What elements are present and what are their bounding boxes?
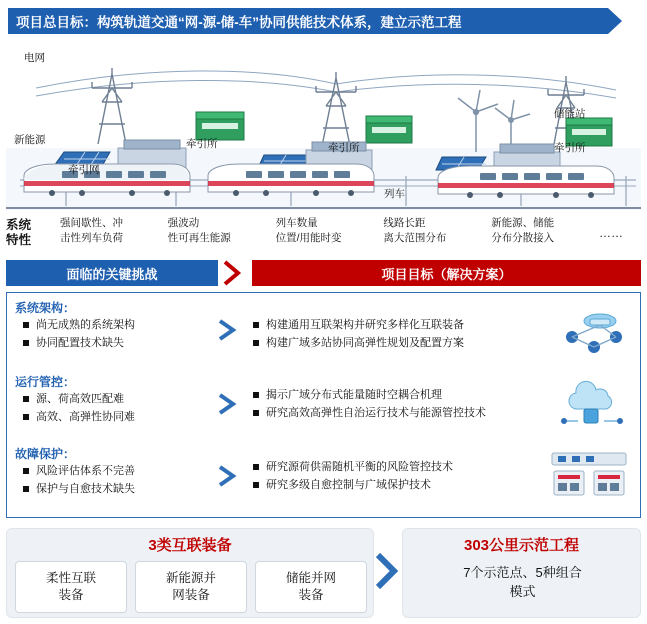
solution-item: 研究多级自愈控制与广域保护技术 bbox=[253, 477, 543, 493]
section-heading-protection: 故障保护： bbox=[15, 447, 76, 461]
system-characteristics-label bbox=[6, 218, 58, 248]
section-arrow-icon bbox=[217, 319, 243, 341]
label-new-energy: 新能源 bbox=[14, 134, 46, 146]
challenge-item: 保护与自愈技术缺失 bbox=[23, 481, 213, 497]
characteristic-item bbox=[168, 216, 276, 252]
page-title bbox=[8, 8, 608, 34]
section-challenges-architecture bbox=[23, 315, 213, 353]
challenges-bar: 面临的关键挑战 bbox=[6, 260, 218, 286]
characteristic-item bbox=[383, 216, 491, 252]
storage-unit-2 bbox=[366, 116, 412, 143]
characteristic-line2: 离大范围分布 bbox=[383, 232, 447, 244]
solution-item: 构建广域多站协同高弹性规划及配置方案 bbox=[253, 335, 543, 351]
equipment-chip-line2: 装备 bbox=[298, 588, 324, 602]
interconnect-equipment-chips bbox=[15, 561, 367, 613]
demonstration-project-box bbox=[402, 528, 641, 618]
system-schematic bbox=[6, 40, 641, 210]
challenge-item: 高效、高弹性协同难 bbox=[23, 409, 213, 425]
label-traction-substation-2: 牵引所 bbox=[328, 142, 360, 154]
challenge-item: 尚无成熟的系统架构 bbox=[23, 317, 213, 333]
demonstration-project-heading: 303公里示范工程 bbox=[463, 537, 580, 554]
characteristic-line1: 强波动 bbox=[167, 217, 200, 229]
characteristic-line1: 强间歇性、冲 bbox=[60, 217, 123, 229]
solution-item: 研究高效高弹性自治运行技术与能源管控技术 bbox=[253, 405, 543, 421]
train-3 bbox=[436, 164, 616, 198]
content-panel bbox=[6, 292, 641, 518]
interconnect-equipment-box bbox=[6, 528, 374, 618]
equipment-chip-line1: 柔性互联 bbox=[45, 571, 96, 585]
challenge-item: 源、荷高效匹配难 bbox=[23, 391, 213, 407]
cloud-control-icon bbox=[554, 377, 632, 429]
section-solutions-protection bbox=[253, 457, 543, 495]
characteristic-ellipsis: …… bbox=[598, 226, 623, 240]
title-arrow-tail bbox=[608, 8, 622, 34]
characteristic-item bbox=[491, 216, 599, 252]
section-solutions-operation bbox=[253, 385, 543, 423]
characteristic-line2: 位置/用能时变 bbox=[275, 232, 342, 244]
protection-device-icon bbox=[546, 449, 632, 499]
section-solutions-architecture bbox=[253, 315, 543, 353]
label-traction-network: 牵引网 bbox=[68, 164, 100, 176]
section-challenges-operation bbox=[23, 389, 213, 427]
bottom-arrow-icon bbox=[374, 552, 402, 590]
characteristic-item bbox=[276, 216, 384, 252]
goals-bar: 项目目标（解决方案） bbox=[252, 260, 641, 286]
demonstration-project-body bbox=[413, 563, 632, 601]
equipment-chip[interactable] bbox=[15, 561, 127, 613]
bar-arrow-icon bbox=[222, 260, 248, 286]
label-energy-storage-station: 储能站 bbox=[554, 108, 586, 120]
characteristic-line2: 性可再生能源 bbox=[167, 232, 231, 244]
label-traction-substation-3: 牵引所 bbox=[554, 142, 586, 154]
label-grid: 电网 bbox=[24, 52, 45, 64]
interconnect-equipment-heading: 3类互联装备 bbox=[148, 537, 232, 554]
section-heading-architecture: 系统架构： bbox=[15, 301, 76, 315]
equipment-chip-line1: 储能并网 bbox=[285, 571, 336, 585]
equipment-chip[interactable] bbox=[135, 561, 247, 613]
system-characteristics-row bbox=[60, 216, 641, 252]
challenge-item: 协同配置技术缺失 bbox=[23, 335, 213, 351]
challenge-item: 风险评估体系不完善 bbox=[23, 463, 213, 479]
solution-item: 构建通用互联架构并研究多样化互联装备 bbox=[253, 317, 543, 333]
demonstration-project-line2: 模式 bbox=[509, 584, 536, 599]
characteristic-line1: 新能源、储能 bbox=[491, 217, 555, 229]
page-title-text: 项目总目标：构筑轨道交通“网-源-储-车”协同供能技术体系，建立示范工程 bbox=[16, 15, 462, 30]
solution-item: 研究源荷供需随机平衡的风险管控技术 bbox=[253, 459, 543, 475]
equipment-chip-line2: 装备 bbox=[58, 588, 84, 602]
train-2 bbox=[206, 162, 376, 196]
equipment-chip[interactable] bbox=[255, 561, 367, 613]
train-1 bbox=[22, 162, 192, 196]
equipment-chip-line1: 新能源并 bbox=[165, 571, 216, 585]
equipment-chip-line2: 网装备 bbox=[172, 588, 210, 602]
label-train: 列车 bbox=[384, 188, 405, 200]
system-characteristics-label-line2: 特性 bbox=[6, 233, 32, 247]
system-characteristics-label-line1: 系统 bbox=[6, 218, 32, 232]
network-topology-icon bbox=[554, 307, 632, 355]
characteristic-item bbox=[60, 216, 168, 252]
section-arrow-icon bbox=[217, 393, 243, 415]
characteristic-line2: 击性列车负荷 bbox=[60, 232, 123, 244]
section-challenges-protection bbox=[23, 461, 213, 499]
solution-item: 揭示广域分布式能量随时空耦合机理 bbox=[253, 387, 543, 403]
label-traction-substation-1: 牵引所 bbox=[186, 138, 218, 150]
section-heading-operation: 运行管控： bbox=[15, 375, 76, 389]
characteristic-line2: 分布分散接入 bbox=[491, 232, 555, 244]
section-arrow-icon bbox=[217, 465, 243, 487]
characteristic-line1: 线路长距 bbox=[383, 217, 426, 229]
demonstration-project-line1: 7个示范点、5种组合 bbox=[463, 565, 582, 580]
characteristic-line1: 列车数量 bbox=[275, 217, 318, 229]
